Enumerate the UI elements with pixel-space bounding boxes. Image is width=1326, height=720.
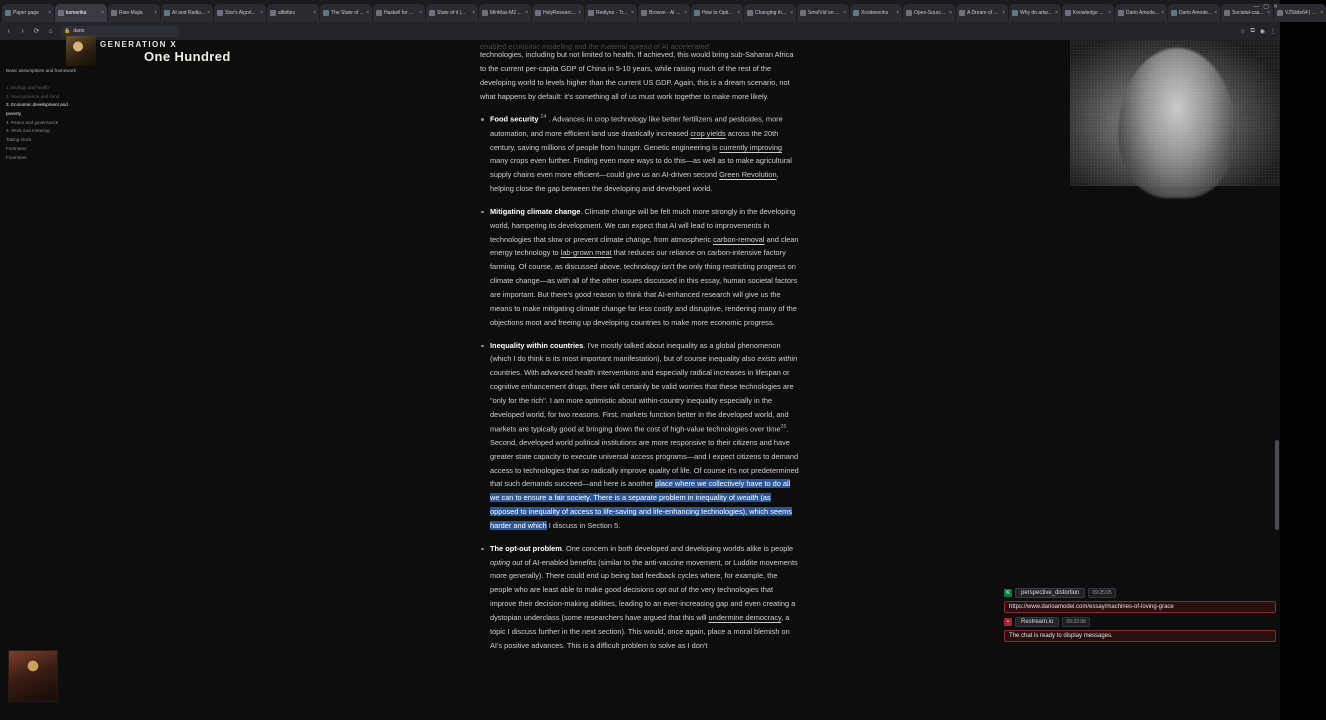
- tab-favicon-icon: [1118, 10, 1124, 16]
- bullet-text: , helping close the gap between the developing and developed world.: [490, 170, 779, 194]
- window-controls[interactable]: [1253, 3, 1278, 10]
- tab-favicon-icon: [429, 10, 435, 16]
- chat-platform-badge-icon: •: [1004, 618, 1012, 626]
- chat-url-message[interactable]: https://www.darioamodei.com/essay/machines-of-loving-grace: [1004, 601, 1276, 613]
- tab-label: Paper page: [13, 10, 39, 16]
- close-icon[interactable]: ×: [843, 10, 846, 16]
- link-carbon-removal[interactable]: carbon-removal: [713, 234, 765, 244]
- page-scrollbar[interactable]: [1275, 440, 1279, 530]
- chat-status-message: The chat is ready to display messages.: [1004, 630, 1276, 642]
- maximize-icon[interactable]: ▢: [1263, 4, 1269, 10]
- bullet-text: that reduces our reliance on carbon-intensive factory farming. Of course, as discussed above, technology isn't the only thing restricting progress on climate change—as with all of the other issues discussed in this essay, human societal factors are important. But there's good reason to think that AI-enhanced research will give us the means to make mitigating climate change far less costly and disruptive, rendering many of the objections moot and freeing up developing countries to make more economic progress.: [490, 248, 798, 327]
- toc-item-economic-development[interactable]: 3. Economic development and poverty: [6, 102, 68, 117]
- selected-text: place where we collectively have to do all we can to ensure a fair society. There is a separate problem in inequality of: [490, 479, 791, 503]
- close-icon[interactable]: ×: [1320, 10, 1323, 16]
- tab-label: Open-Sourc...: [914, 10, 946, 16]
- browser-tab[interactable]: [797, 4, 849, 22]
- home-icon[interactable]: ⌂: [48, 27, 53, 35]
- browser-tab[interactable]: [850, 4, 902, 22]
- browser-navbar: [0, 22, 1280, 40]
- tab-label: The State of ...: [331, 10, 364, 16]
- chat-timestamp: 09:25:05: [1088, 588, 1115, 598]
- bullet-text: . One concern in both developed and developing worlds alike is people: [561, 543, 794, 553]
- tab-label: A Dream of ...: [967, 10, 998, 16]
- close-icon[interactable]: ×: [1055, 10, 1058, 16]
- tab-label: MinMax-M2 ...: [490, 10, 522, 16]
- close-icon[interactable]: ×: [1161, 10, 1164, 16]
- selected-text: (as opposed to inequality of access to life-saving and life-enhancing technologies), which seems harder and which: [490, 493, 792, 530]
- bullet-mitigating-climate-change: [480, 205, 800, 330]
- browser-tab[interactable]: [1168, 4, 1220, 22]
- bullet-text: and clean energy technology to: [490, 234, 799, 258]
- bullet-opt-out-problem: [480, 542, 800, 653]
- close-icon[interactable]: ×: [472, 10, 475, 16]
- bullet-inequality-within-countries: [480, 339, 800, 533]
- chat-username[interactable]: Restream.io: [1015, 617, 1059, 627]
- tab-favicon-icon: [1224, 10, 1230, 16]
- tab-favicon-icon: [1277, 10, 1283, 16]
- tab-favicon-icon: [270, 10, 276, 16]
- tab-label: How to Opti...: [702, 10, 733, 16]
- banner-kicker: GENERATION X: [100, 40, 178, 49]
- tab-label: V2Slide64 | ...: [1285, 10, 1317, 16]
- table-of-contents: [6, 68, 80, 162]
- browser-tab[interactable]: [956, 4, 1008, 22]
- toc-item-footnotes[interactable]: Footnotes: [6, 145, 27, 151]
- chat-platform-badge-icon: K: [1004, 589, 1012, 597]
- close-icon[interactable]: ×: [1214, 10, 1217, 16]
- lock-icon: 🔒: [64, 28, 71, 34]
- tab-favicon-icon: [164, 10, 170, 16]
- tab-label: komerika: [66, 10, 87, 16]
- tab-favicon-icon: [535, 10, 541, 16]
- tab-favicon-icon: [5, 10, 11, 16]
- article-bullet-list: [480, 112, 800, 652]
- tab-label: Changing th...: [755, 10, 787, 16]
- tab-label: AI and Radio...: [172, 10, 206, 16]
- article-body: [480, 40, 800, 662]
- tab-label: Dario Amode...: [1126, 10, 1160, 16]
- tab-favicon-icon: [1065, 10, 1071, 16]
- tab-label: Haskell for ...: [384, 10, 414, 16]
- browser-tab[interactable]: [1009, 4, 1061, 22]
- close-icon[interactable]: ×: [631, 10, 634, 16]
- close-icon[interactable]: ×: [154, 10, 157, 16]
- tab-favicon-icon: [747, 10, 753, 16]
- chat-timestamp: 09:32:08: [1062, 617, 1089, 627]
- bullet-lead: Inequality within countries: [490, 340, 584, 350]
- bullet-lead: The opt-out problem: [490, 543, 562, 553]
- browser-tab[interactable]: [267, 4, 319, 22]
- close-icon[interactable]: ×: [578, 10, 581, 16]
- browser-tab[interactable]: [214, 4, 266, 22]
- tab-label: Why do artw...: [1020, 10, 1052, 16]
- back-arrow-icon[interactable]: ‹: [7, 27, 10, 35]
- tab-label: HolyResearc...: [543, 10, 576, 16]
- browser-tab[interactable]: [161, 4, 213, 22]
- browser-tab[interactable]: [1062, 4, 1114, 22]
- tab-label: Redlyne - Tr...: [596, 10, 628, 16]
- toc-item-footnotes-2[interactable]: Footnotes: [6, 154, 27, 160]
- tab-favicon-icon: [111, 10, 117, 16]
- webcam-video-overlay[interactable]: [1070, 40, 1280, 186]
- link-undermine-democracy[interactable]: undermine democracy: [708, 613, 782, 622]
- close-icon[interactable]: ×: [1108, 10, 1111, 16]
- chat-message-row: [1004, 588, 1276, 598]
- tab-label: Browse - AI ...: [649, 10, 681, 16]
- toc-item-work-and-meaning[interactable]: 5. Work and meaning: [6, 128, 50, 134]
- browser-tab[interactable]: [2, 4, 54, 22]
- address-bar-text: dario: [73, 28, 85, 34]
- puzzle-icon[interactable]: ⧉: [1250, 27, 1255, 34]
- tab-favicon-icon: [1171, 10, 1177, 16]
- bullet-text: countries. With advanced health interventions and especially radical increases in lifespan or cognitive enhancement drugs, there will certainly be valid worries that these technologies are "only for the rich". I am more optimistic about within-country inequality especially in the developed world, for two reasons. First, markets function better in the developed world, and markets are typically good at bringing down the cost of high-value technologies over time: [490, 368, 794, 434]
- close-icon[interactable]: ×: [790, 10, 793, 16]
- close-icon[interactable]: ×: [260, 10, 263, 16]
- tab-favicon-icon: [482, 10, 488, 16]
- browser-tab[interactable]: [479, 4, 531, 22]
- minimize-icon[interactable]: —: [1253, 3, 1260, 10]
- reload-icon[interactable]: ⟳: [33, 28, 40, 35]
- link-lab-grown-meat[interactable]: lab-grown meat: [560, 248, 612, 258]
- toc-item-peace-and-governance[interactable]: 4. Peace and governance: [6, 119, 59, 125]
- stream-chat-widget: [1004, 588, 1276, 642]
- emphasis-opting-out: opting out: [490, 557, 523, 567]
- link-crop-yields[interactable]: crop yields: [690, 128, 726, 138]
- close-icon[interactable]: ×: [366, 10, 369, 16]
- browser-tab[interactable]: [108, 4, 160, 22]
- tab-favicon-icon: [323, 10, 329, 16]
- toc-item-neuroscience-and-mind[interactable]: 2. Neuroscience and mind: [6, 93, 60, 99]
- browser-tab[interactable]: [1274, 4, 1326, 22]
- browser-tab[interactable]: [426, 4, 478, 22]
- bullet-text: . Advances in crop technology like better fertilizers and pesticides, more automation, and more efficient land use drastically increased: [490, 114, 783, 138]
- banner-thumbnail-image: [66, 36, 96, 66]
- bullet-text: . Climate change will be felt much more strongly in the developing world, hampering its development. We can expect that AI will lead to improvements in technologies that slow or prevent climate change, from atmospheric: [490, 206, 796, 244]
- close-icon[interactable]: ×: [207, 10, 210, 16]
- navbar-actions: [1240, 28, 1276, 35]
- footnote-marker[interactable]: 24: [540, 114, 547, 121]
- browser-tab[interactable]: [903, 4, 955, 22]
- tab-label: altbitles: [278, 10, 295, 16]
- close-icon[interactable]: ×: [48, 10, 51, 16]
- bullet-lead: Food security: [490, 114, 539, 124]
- article-clipped-line: enabled economic modeling and the material spread of AI accelerated: [480, 42, 709, 51]
- bullet-text: I discuss in Section 5.: [546, 520, 621, 530]
- tab-label: Dario Amode...: [1179, 10, 1213, 16]
- browser-tab[interactable]: [691, 4, 743, 22]
- close-window-icon[interactable]: ✕: [1272, 4, 1278, 10]
- tab-label: SmolVid on ...: [808, 10, 840, 16]
- browser-tab[interactable]: [373, 4, 425, 22]
- tab-label: Rise-Majia: [119, 10, 143, 16]
- bullet-text: many crops even further. Finding even more ways to do this—as well as to make agricultural supply chains even more efficient—could give us an AI-driven second: [490, 156, 792, 180]
- bullet-text: . Second, developed world political institutions are more responsive to their citizens and have greater state capacity to execute universal access programs—and I expect citizens to demand access to technologies that so radically improve quality of life. Of course it's not predetermined that such demands succeed—and here is another: [490, 424, 799, 489]
- tab-favicon-icon: [959, 10, 965, 16]
- chat-username[interactable]: perspective_distortion: [1015, 588, 1085, 598]
- browser-tab[interactable]: [1115, 4, 1167, 22]
- selected-text-emphasis: wealth: [737, 493, 759, 503]
- page-content: [0, 40, 1280, 720]
- browser-tab[interactable]: [585, 4, 637, 22]
- browser-tab[interactable]: [532, 4, 584, 22]
- toc-title: Basic assumptions and framework: [6, 68, 76, 73]
- close-icon[interactable]: ×: [949, 10, 952, 16]
- profile-icon[interactable]: ◉: [1259, 28, 1265, 35]
- tab-label: State of it |...: [437, 10, 465, 16]
- star-icon[interactable]: ☆: [1240, 28, 1246, 35]
- close-icon[interactable]: ×: [1002, 10, 1005, 16]
- browser-tab[interactable]: [744, 4, 796, 22]
- artwork-thumbnail[interactable]: [8, 650, 58, 702]
- close-icon[interactable]: ×: [525, 10, 528, 16]
- close-icon[interactable]: ×: [1267, 10, 1270, 16]
- tab-favicon-icon: [853, 10, 859, 16]
- toc-item-biology-and-health[interactable]: 1. Biology and health: [6, 84, 49, 90]
- close-icon[interactable]: ×: [101, 10, 104, 16]
- browser-tab[interactable]: [320, 4, 372, 22]
- tab-favicon-icon: [217, 10, 223, 16]
- bullet-food-security: [480, 112, 800, 196]
- link-green-revolution[interactable]: Green Revolution: [719, 170, 777, 180]
- browser-tab-active[interactable]: [55, 4, 107, 22]
- tab-favicon-icon: [906, 10, 912, 16]
- toc-item-taking-stock[interactable]: Taking stock: [6, 137, 32, 143]
- tab-label: Societal-cas...: [1232, 10, 1264, 16]
- article-intro-paragraph: technologies, including but not limited to health. If achieved, this would bring sub-Saharan Africa to the current per-capita GDP of China in 5-10 years, while raising much of the rest of the developing world to levels higher than the current US GDP. Again, this is a dream scenario, not what happens by default: it's something all of us must work together to make more likely.: [480, 50, 794, 101]
- link-currently-improving[interactable]: currently improving: [719, 142, 782, 152]
- emphasis-exists-within: exists within: [757, 354, 798, 364]
- page-title: One Hundred: [144, 49, 231, 64]
- tab-label: Stor's Algori...: [225, 10, 256, 16]
- close-icon[interactable]: ×: [313, 10, 316, 16]
- close-icon[interactable]: ×: [896, 10, 899, 16]
- close-icon[interactable]: ×: [419, 10, 422, 16]
- tab-favicon-icon: [694, 10, 700, 16]
- tab-label: Knowledge ...: [1073, 10, 1104, 16]
- browser-tabstrip[interactable]: [0, 0, 1323, 22]
- tab-favicon-icon: [800, 10, 806, 16]
- bullet-text: of AI-enabled benefits (similar to the anti-vaccine movement, or Luddite movements more generally). There could end up being bad feedback cycles where, for example, the people who are least able to make good decisions opt out of the very technologies that improve their decision-making abilities, leading to an ever-increasing gap and even creating a dystopian underclass (some researchers have argued that this will: [490, 557, 798, 622]
- address-bar[interactable]: [60, 26, 180, 37]
- chat-message-row: [1004, 617, 1276, 627]
- footnote-marker-25[interactable]: 25: [780, 423, 787, 430]
- webcam-noise-overlay: [1070, 40, 1280, 186]
- bullet-lead: Mitigating climate change: [490, 206, 581, 216]
- bullet-text: , a topic I discuss further in the next section). This would, once again, place a moral blemish on AI's positive advances. This is a difficult problem to solve as I don't: [490, 613, 790, 650]
- tab-favicon-icon: [1012, 10, 1018, 16]
- browser-tab[interactable]: [638, 4, 690, 22]
- kebab-menu-icon[interactable]: ⋮: [1270, 28, 1276, 35]
- tab-label: Xcodeworks: [861, 10, 889, 16]
- close-icon[interactable]: ×: [737, 10, 740, 16]
- close-icon[interactable]: ×: [684, 10, 687, 16]
- tab-favicon-icon: [588, 10, 594, 16]
- tab-favicon-icon: [376, 10, 382, 16]
- tab-favicon-icon: [641, 10, 647, 16]
- tab-favicon-icon: [58, 10, 64, 16]
- forward-arrow-icon[interactable]: ›: [21, 27, 24, 35]
- bullet-text: . I've mostly talked about inequality as a global phenomenon (which I do think is its most important manifestation), but of course inequality also: [490, 340, 781, 364]
- bullet-text: across the 20th century, saving millions of people from hunger. Genetic engineering is: [490, 128, 779, 152]
